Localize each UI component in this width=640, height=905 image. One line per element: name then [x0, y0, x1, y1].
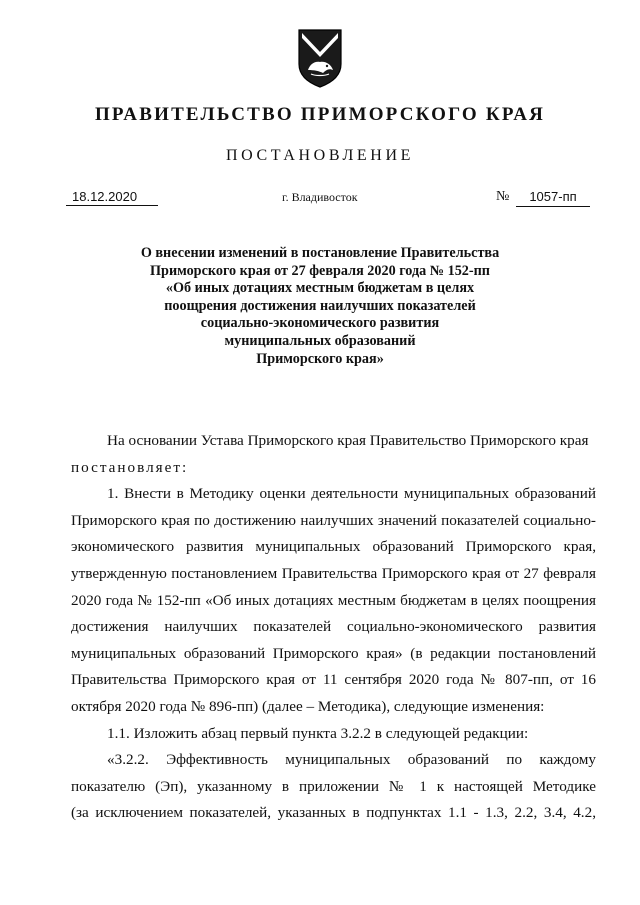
document-title [100, 245, 540, 368]
document-type: ПОСТАНОВЛЕНИЕ [226, 147, 414, 164]
item-1-line: октября 2020 года № 896-пп) (далее – Методика), следующие изменения: [71, 697, 545, 715]
item-1-line: 2020 года № 152-пп «Об иных дотациях местным бюджетам в целях поощрения [71, 591, 596, 609]
item-1-line: экономического развития муниципальных образований Приморского края, [71, 538, 596, 556]
organization-name: ПРАВИТЕЛЬСТВО ПРИМОРСКОГО КРАЯ [94, 104, 546, 125]
item-1-line: 1. Внести в Методику оценки деятельности муниципальных образований [107, 485, 596, 503]
title-line: Приморского края от 27 февраля 2020 года № 152-пп [150, 262, 490, 279]
resolves-line: постановляет: [71, 458, 189, 476]
document-number: 1057-пп [516, 188, 590, 207]
document-date: 18.12.2020 [66, 188, 158, 206]
title-line: муниципальных образований [224, 332, 416, 349]
item-3-2-2-line: (за исключением показателей, указанных в подпунктах 1.1 - 1.3, 2.2, 3.4, 4.2, [71, 804, 596, 822]
document-body [71, 428, 596, 827]
item-1-1-line: 1.1. Изложить абзац первый пункта 3.2.2 в следующей редакции: [107, 724, 529, 742]
title-line: «Об иных дотациях местным бюджетам в целях [165, 280, 475, 297]
item-3-2-2-line: «3.2.2. Эффективность муниципальных образований по каждому [107, 751, 596, 769]
title-line: поощрения достижения наилучших показателей [164, 297, 476, 314]
preamble-line: На основании Устава Приморского края Правительство Приморского края [107, 432, 589, 449]
document-city: г. Владивосток [282, 190, 358, 204]
item-1-line: Правительства Приморского края от 11 сентября 2020 года № 807-пп, от 16 [71, 671, 596, 689]
title-line: социально-экономического развития [200, 315, 440, 332]
item-1-line: утвержденную постановлением Правительства Приморского края от 27 февраля [71, 564, 596, 582]
item-3-2-2-line: показателю (Эп), указанному в приложении № 1 к настоящей Методике [71, 777, 596, 795]
coat-of-arms-emblem [297, 26, 343, 88]
number-sign: № [496, 189, 510, 204]
title-line: Приморского края» [256, 350, 384, 367]
item-1-line: Приморского края по достижению наилучших значений показателей социально- [71, 511, 596, 529]
title-line: О внесении изменений в постановление Правительства [140, 245, 500, 261]
item-1-line: достижения наилучших показателей социально-экономического развития [71, 618, 596, 636]
item-1-line: муниципальных образований Приморского края» (в редакции постановлений [71, 644, 596, 662]
